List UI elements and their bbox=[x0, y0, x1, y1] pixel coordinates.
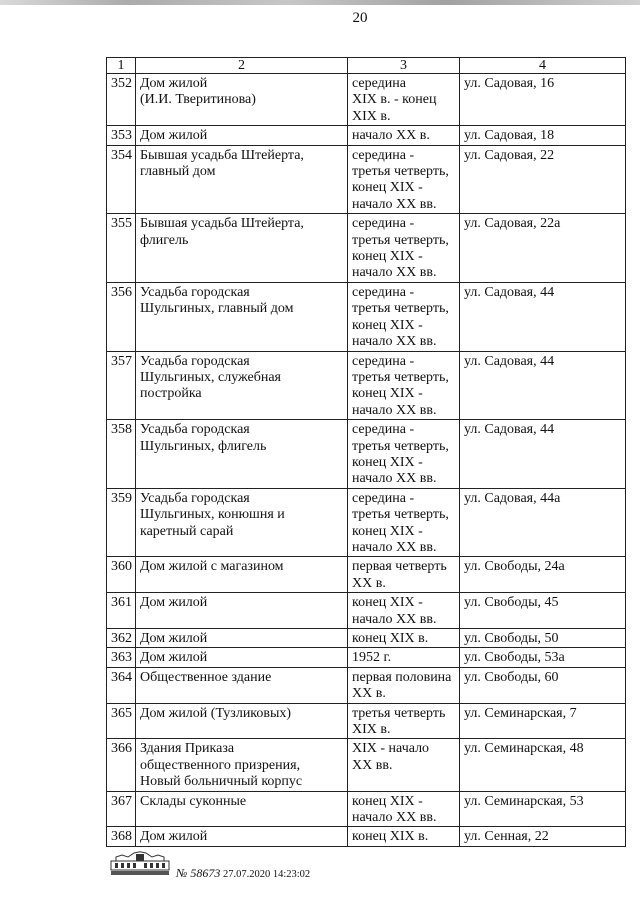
address-cell: ул. Садовая, 18 bbox=[460, 126, 626, 145]
row-number-cell: 355 bbox=[107, 214, 136, 283]
dating-cell: середина - третья четверть, конец XIX - начало XX вв. bbox=[348, 488, 460, 557]
address-cell: ул. Садовая, 44 bbox=[460, 282, 626, 351]
row-number-cell: 359 bbox=[107, 488, 136, 557]
object-name-cell: Усадьба городская Шульгиных, главный дом bbox=[136, 282, 348, 351]
address-cell: ул. Семинарская, 48 bbox=[460, 739, 626, 791]
object-name-cell: Усадьба городская Шульгиных, конюшня и каретный сарай bbox=[136, 488, 348, 557]
column-header: 3 bbox=[348, 58, 460, 74]
dating-cell: первая четверть XX в. bbox=[348, 557, 460, 593]
row-number-cell: 357 bbox=[107, 351, 136, 420]
dating-cell: третья четверть XIX в. bbox=[348, 703, 460, 739]
dating-cell: первая половина XX в. bbox=[348, 667, 460, 703]
table-row bbox=[107, 791, 626, 827]
table-row bbox=[107, 351, 626, 420]
table-row bbox=[107, 145, 626, 214]
object-name-cell: Дом жилой bbox=[136, 648, 348, 667]
dating-cell: конец XIX - начало XX вв. bbox=[348, 593, 460, 629]
table-body bbox=[107, 74, 626, 847]
object-name-cell: Дом жилой bbox=[136, 126, 348, 145]
row-number-cell: 361 bbox=[107, 593, 136, 629]
heritage-table bbox=[106, 57, 626, 847]
dating-cell: конец XIX в. bbox=[348, 629, 460, 648]
address-cell: ул. Семинарская, 53 bbox=[460, 791, 626, 827]
row-number-cell: 356 bbox=[107, 282, 136, 351]
dating-cell: середина - третья четверть, конец XIX - начало XX вв. bbox=[348, 282, 460, 351]
table-header-row bbox=[107, 58, 626, 74]
object-name-cell: Дом жилой (И.И. Тверитинова) bbox=[136, 74, 348, 126]
address-cell: ул. Садовая, 22а bbox=[460, 214, 626, 283]
row-number-cell: 358 bbox=[107, 420, 136, 489]
dating-cell: середина - третья четверть, конец XIX - начало XX вв. bbox=[348, 214, 460, 283]
address-cell: ул. Семинарская, 7 bbox=[460, 703, 626, 739]
object-name-cell: Дом жилой с магазином bbox=[136, 557, 348, 593]
document-number: № 58673 bbox=[176, 866, 221, 880]
column-header: 1 bbox=[107, 58, 136, 74]
emblem-logo bbox=[110, 851, 170, 877]
table-row bbox=[107, 739, 626, 791]
object-name-cell: Дом жилой bbox=[136, 629, 348, 648]
dating-cell: середина - третья четверть, конец XIX - начало XX вв. bbox=[348, 420, 460, 489]
object-name-cell: Дом жилой (Тузликовых) bbox=[136, 703, 348, 739]
dating-cell: середина - третья четверть, конец XIX - начало XX вв. bbox=[348, 145, 460, 214]
table-row bbox=[107, 420, 626, 489]
address-cell: ул. Садовая, 22 bbox=[460, 145, 626, 214]
address-cell: ул. Садовая, 44а bbox=[460, 488, 626, 557]
column-header: 4 bbox=[460, 58, 626, 74]
dating-cell: конец XIX в. bbox=[348, 827, 460, 846]
table-row bbox=[107, 593, 626, 629]
table-row bbox=[107, 488, 626, 557]
row-number-cell: 352 bbox=[107, 74, 136, 126]
address-cell: ул. Свободы, 53а bbox=[460, 648, 626, 667]
address-cell: ул. Садовая, 16 bbox=[460, 74, 626, 126]
dating-cell: середина XIX в. - конец XIX в. bbox=[348, 74, 460, 126]
column-header: 2 bbox=[136, 58, 348, 74]
row-number-cell: 362 bbox=[107, 629, 136, 648]
address-cell: ул. Свободы, 45 bbox=[460, 593, 626, 629]
row-number-cell: 368 bbox=[107, 827, 136, 846]
object-name-cell: Усадьба городская Шульгиных, флигель bbox=[136, 420, 348, 489]
object-name-cell: Бывшая усадьба Штейерта, флигель bbox=[136, 214, 348, 283]
row-number-cell: 363 bbox=[107, 648, 136, 667]
table-row bbox=[107, 126, 626, 145]
address-cell: ул. Свободы, 60 bbox=[460, 667, 626, 703]
row-number-cell: 366 bbox=[107, 739, 136, 791]
address-cell: ул. Садовая, 44 bbox=[460, 351, 626, 420]
table-row bbox=[107, 282, 626, 351]
table-row bbox=[107, 703, 626, 739]
row-number-cell: 354 bbox=[107, 145, 136, 214]
row-number-cell: 360 bbox=[107, 557, 136, 593]
page-number: 20 bbox=[352, 10, 368, 26]
table-row bbox=[107, 648, 626, 667]
object-name-cell: Склады суконные bbox=[136, 791, 348, 827]
scan-edge bbox=[0, 0, 640, 5]
address-cell: ул. Садовая, 44 bbox=[460, 420, 626, 489]
table-row bbox=[107, 557, 626, 593]
table-row bbox=[107, 827, 626, 846]
address-cell: ул. Свободы, 50 bbox=[460, 629, 626, 648]
object-name-cell: Усадьба городская Шульгиных, служебная постройка bbox=[136, 351, 348, 420]
dating-cell: начало XX в. bbox=[348, 126, 460, 145]
row-number-cell: 353 bbox=[107, 126, 136, 145]
address-cell: ул. Свободы, 24а bbox=[460, 557, 626, 593]
dating-cell: середина - третья четверть, конец XIX - начало XX вв. bbox=[348, 351, 460, 420]
row-number-cell: 365 bbox=[107, 703, 136, 739]
row-number-cell: 364 bbox=[107, 667, 136, 703]
table-row bbox=[107, 667, 626, 703]
table-row bbox=[107, 214, 626, 283]
address-cell: ул. Сенная, 22 bbox=[460, 827, 626, 846]
dating-cell: XIX - начало XX вв. bbox=[348, 739, 460, 791]
dating-cell: конец XIX - начало XX вв. bbox=[348, 791, 460, 827]
dating-cell: 1952 г. bbox=[348, 648, 460, 667]
object-name-cell: Общественное здание bbox=[136, 667, 348, 703]
registration-timestamp: 27.07.2020 14:23:02 bbox=[222, 869, 311, 880]
object-name-cell: Дом жилой bbox=[136, 827, 348, 846]
row-number-cell: 367 bbox=[107, 791, 136, 827]
table-row bbox=[107, 629, 626, 648]
object-name-cell: Здания Приказа общественного призрения, Новый больничный корпус bbox=[136, 739, 348, 791]
object-name-cell: Бывшая усадьба Штейерта, главный дом bbox=[136, 145, 348, 214]
object-name-cell: Дом жилой bbox=[136, 593, 348, 629]
registration-stamp bbox=[176, 866, 310, 881]
table-row bbox=[107, 74, 626, 126]
